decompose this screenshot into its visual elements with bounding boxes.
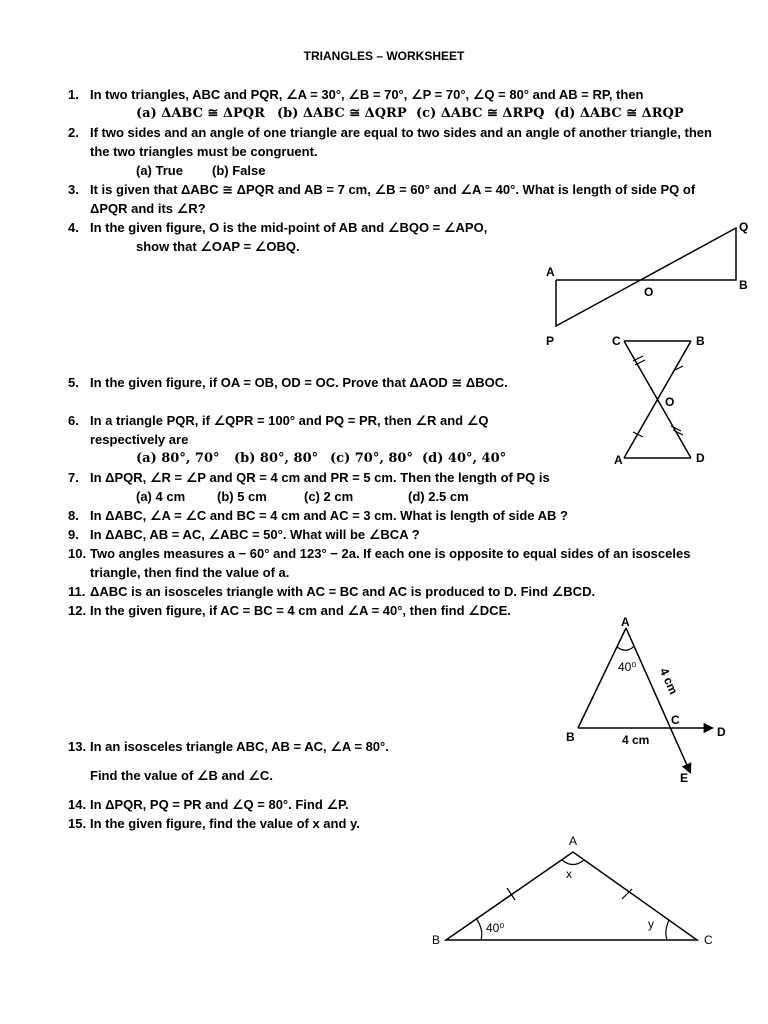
figure-q12-label-b: B [566, 730, 575, 744]
figure-q15-angle-arc-a [562, 860, 584, 865]
question-number: 4. [68, 220, 79, 235]
question-number: 3. [68, 182, 79, 197]
figure-q5-label-o: O [665, 395, 675, 409]
question-1-option-a: (a) ΔABC ≅ ΔPQR [136, 106, 265, 121]
figure-q15-angle-arc-b [476, 918, 482, 940]
question-number: 9. [68, 527, 79, 542]
figure-q5-label-b: B [696, 334, 705, 348]
question-4-text-line2: show that ∠OAP = ∠OBQ. [136, 239, 300, 254]
question-text: In ΔABC, ∠A = ∠C and BC = 4 cm and AC = 3 cm. What is length of side AB ? [90, 508, 568, 523]
question-6-option-b: (b) 80°, 80° [234, 451, 319, 466]
tick-mark [507, 888, 515, 900]
question-number: 12. [68, 603, 87, 618]
question-number: 5. [68, 375, 79, 390]
question-text: Two angles measures a − 60° and 123° − 2a. If each one is opposite to equal sides of an isosceles [90, 546, 691, 561]
question-text: In ΔPQR, ∠R = ∠P and QR = 4 cm and PR = 5 cm. Then the length of PQ is [90, 470, 550, 485]
question-6-option-c: (c) 70°, 80° [330, 451, 413, 466]
page-title: TRIANGLES – WORKSHEET [303, 49, 465, 63]
figure-q15-triangle [446, 852, 697, 940]
figure-q15-angle-b-label: 40⁰ [486, 921, 505, 935]
question-text: In the given figure, if OA = OB, OD = OC. Prove that ΔAOD ≅ ΔBOC. [90, 375, 508, 390]
question-1-option-c: (c) ΔABC ≅ ΔRPQ [416, 106, 545, 121]
question-text: In ΔPQR, PQ = PR and ∠Q = 80°. Find ∠P. [90, 797, 349, 812]
figure-q12-label-a: A [621, 615, 630, 629]
question-7-option-a: (a) 4 cm [136, 489, 186, 504]
question-text: In two triangles, ABC and PQR, ∠A = 30°, ∠B = 70°, ∠P = 70°, ∠Q = 80° and AB = RP, then [90, 87, 644, 102]
question-text: If two sides and an angle of one triangle are equal to two sides and an angle of another triangle, then [90, 125, 712, 140]
question-10-text-line2: triangle, then find the value of a. [90, 565, 290, 580]
question-text: In the given figure, O is the mid-point of AB and ∠BQO = ∠APO, [90, 220, 488, 235]
question-7-option-d: (d) 2.5 cm [408, 489, 469, 504]
question-number: 6. [68, 413, 79, 428]
figure-q15-label-y: y [648, 917, 654, 931]
figure-q4-label-p: P [546, 334, 555, 348]
question-13-text-line2: Find the value of ∠B and ∠C. [90, 768, 273, 783]
question-2-option-a: (a) True [136, 163, 183, 178]
question-6-option-d: (d) 40°, 40° [422, 451, 507, 466]
question-number: 2. [68, 125, 79, 140]
question-number: 13. [68, 739, 87, 754]
question-text: In an isosceles triangle ABC, AB = AC, ∠A = 80°. [90, 739, 389, 754]
question-1-option-b: (b) ΔABC ≅ ΔQRP [277, 106, 407, 121]
question-3-text-line2: ΔPQR and its ∠R? [90, 201, 206, 216]
question-6-text-line2: respectively are [90, 432, 189, 447]
figure-q4-label-b: B [739, 278, 748, 292]
question-text: In the given figure, if AC = BC = 4 cm and ∠A = 40°, then find ∠DCE. [90, 603, 511, 618]
figure-q12-angle-label: 40⁰ [618, 660, 637, 674]
figure-q15-angle-arc-c [666, 920, 669, 940]
question-2-text-line2: the two triangles must be congruent. [90, 144, 318, 159]
question-6-option-a: (a) 80°, 70° [136, 451, 220, 466]
question-number: 11. [68, 584, 86, 599]
question-text: It is given that ΔABC ≅ ΔPQR and AB = 7 cm, ∠B = 60° and ∠A = 40°. What is length of side PQ of [90, 182, 696, 197]
question-text: In a triangle PQR, if ∠QPR = 100° and PQ = PR, then ∠R and ∠Q [90, 413, 489, 428]
question-7-option-b: (b) 5 cm [217, 489, 267, 504]
figure-q5-label-c: C [612, 334, 621, 348]
figure-q5-label-a: A [614, 453, 623, 467]
figure-q12-side-ac: 4 cm [656, 665, 681, 697]
question-number: 10. [68, 546, 87, 561]
question-number: 15. [68, 816, 87, 831]
question-2-option-b: (b) False [212, 163, 266, 178]
figure-q15-label-x: x [566, 867, 572, 881]
question-text: In the given figure, find the value of x and y. [90, 816, 360, 831]
figure-q4-label-o: O [644, 285, 654, 299]
figure-q4-label-q: Q [739, 220, 749, 234]
question-7-option-c: (c) 2 cm [304, 489, 354, 504]
question-text: ΔABC is an isosceles triangle with AC = BC and AC is produced to D. Find ∠BCD. [90, 584, 596, 599]
question-text: In ΔABC, AB = AC, ∠ABC = 50°. What will be ∠BCA ? [90, 527, 420, 542]
figure-q15-label-c: C [704, 933, 713, 947]
question-number: 8. [68, 508, 79, 523]
figure-q12-side-bc: 4 cm [622, 733, 650, 747]
figure-q12-label-e: E [680, 771, 689, 785]
question-number: 1. [68, 87, 79, 102]
figure-q12-label-c: C [671, 713, 680, 727]
question-number: 7. [68, 470, 79, 485]
figure-q5-label-d: D [696, 451, 705, 465]
figure-q15-label-b: B [432, 933, 441, 947]
figure-q4-label-a: A [546, 265, 555, 279]
question-number: 14. [68, 797, 87, 812]
question-1-option-d: (d) ΔABC ≅ ΔRQP [554, 106, 684, 121]
figure-q12-label-d: D [717, 725, 726, 739]
figure-q15-label-a: A [569, 834, 578, 848]
